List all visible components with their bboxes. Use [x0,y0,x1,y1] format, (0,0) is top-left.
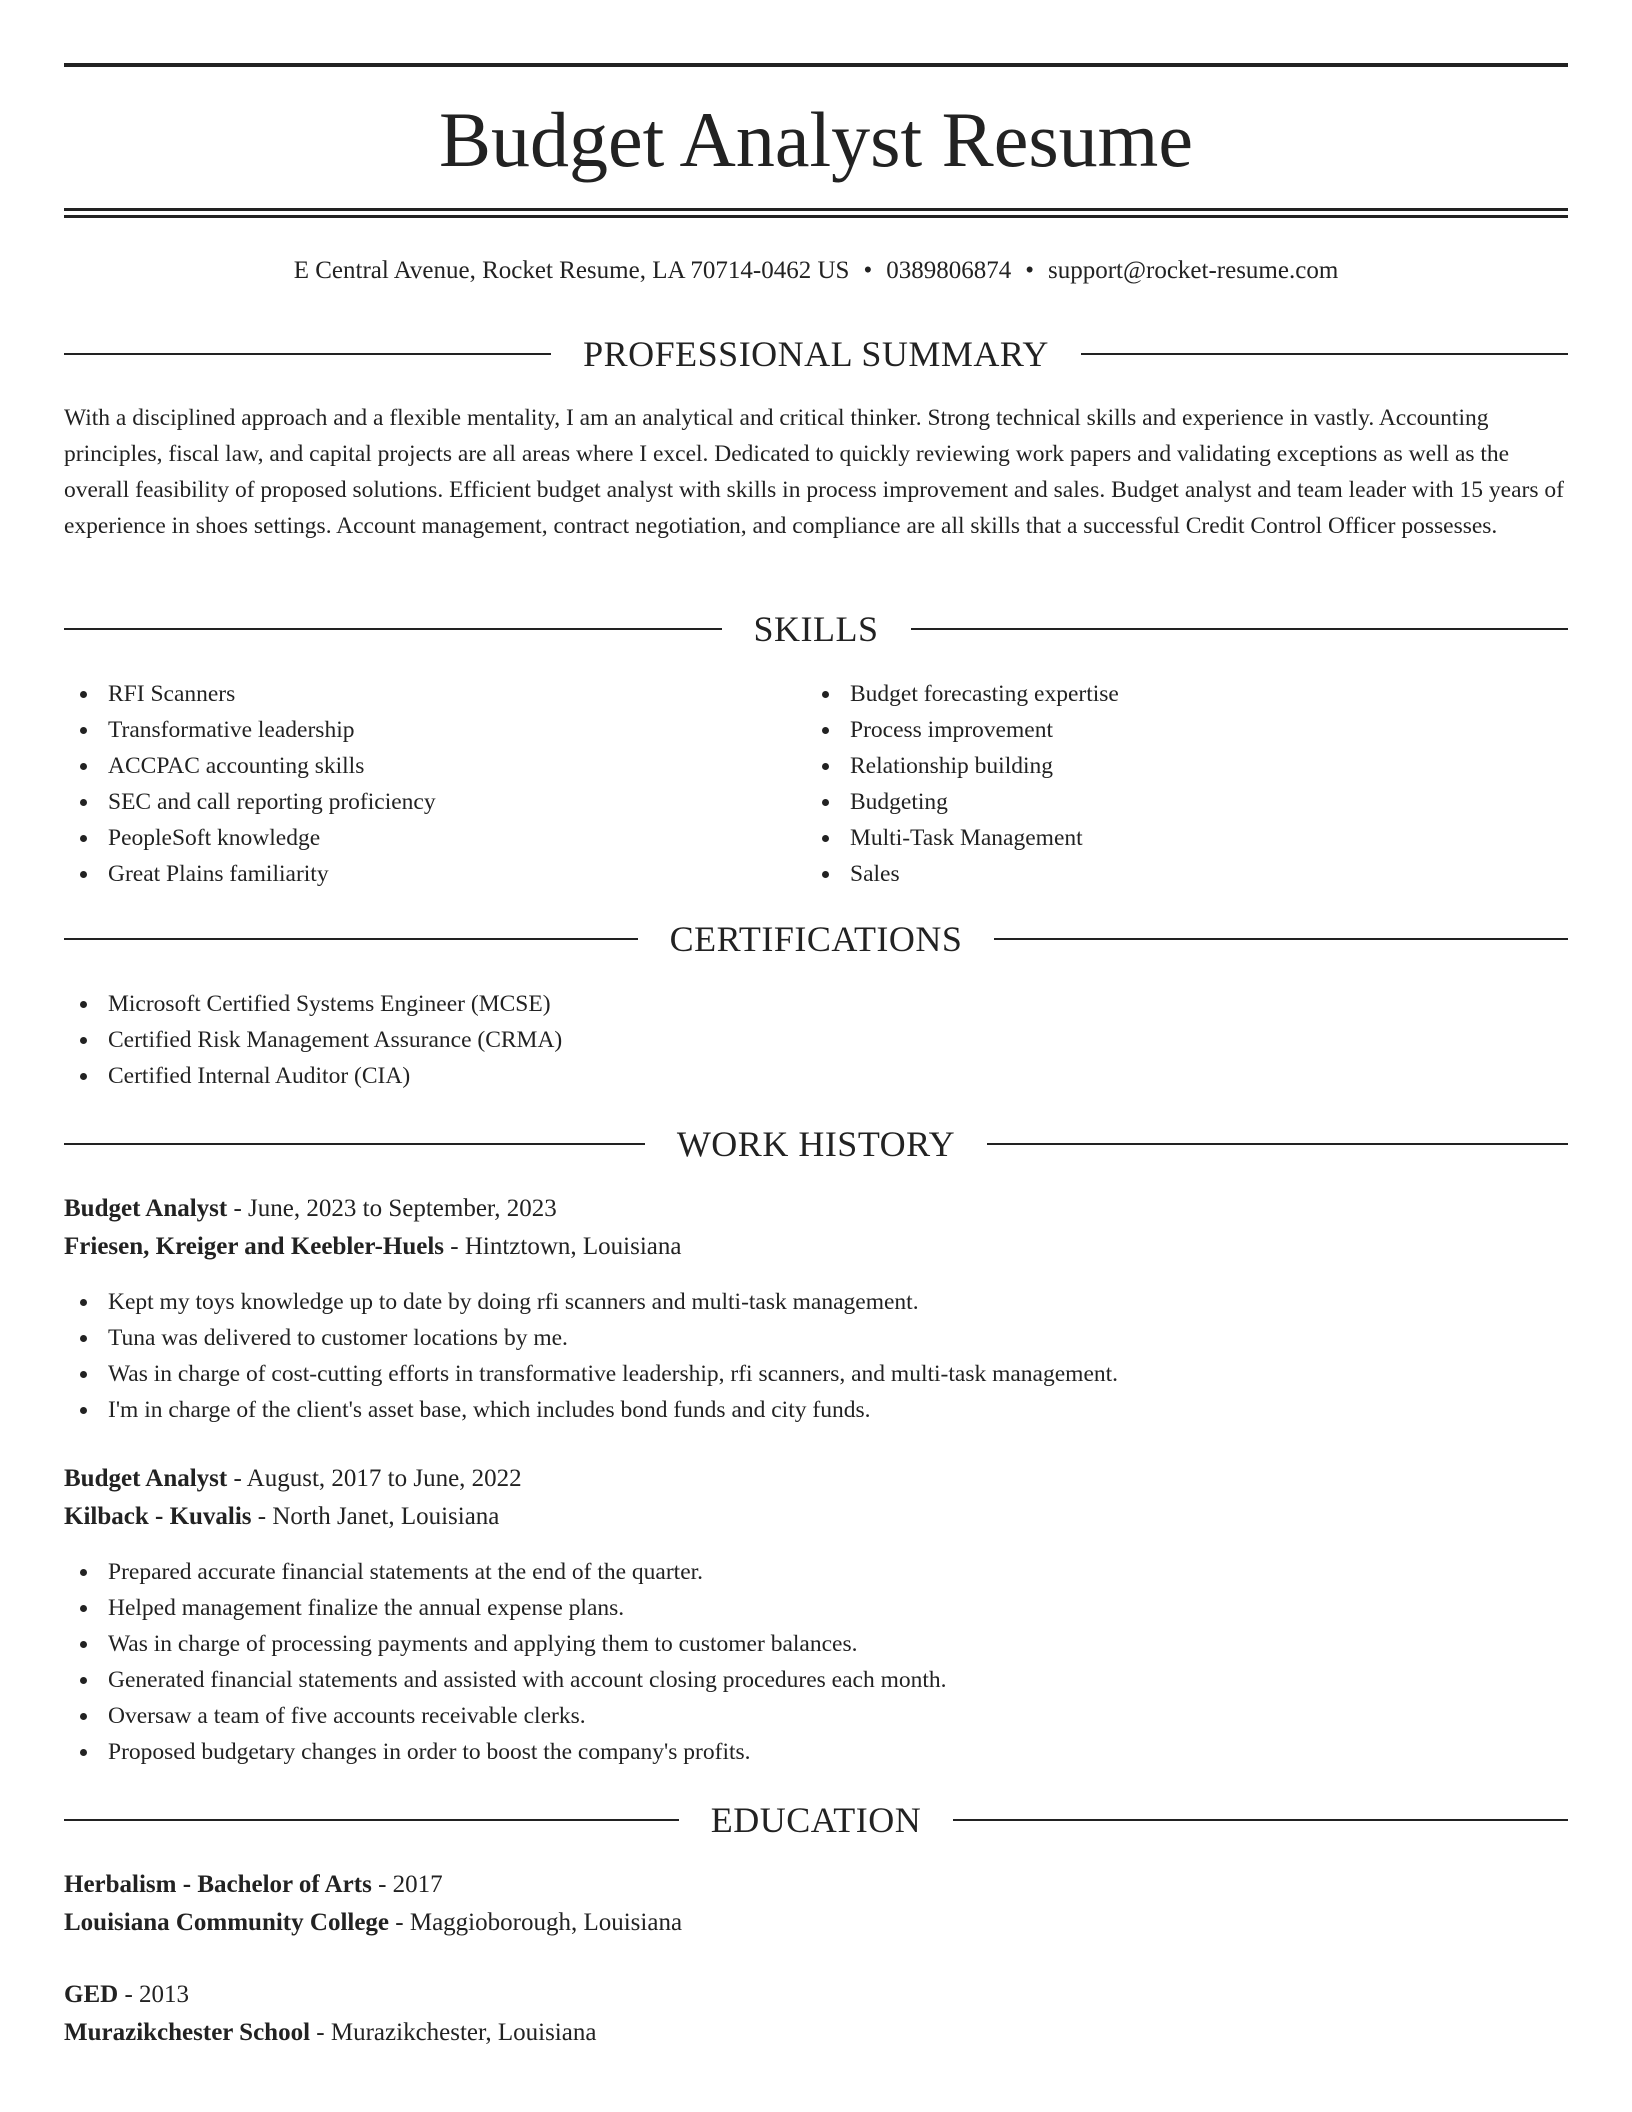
skill-item: Transformative leadership [64,712,764,748]
skill-item: Budgeting [806,784,1506,820]
divider-line [994,938,1568,940]
contact-address: E Central Avenue, Rocket Resume, LA 70714-0462 US [293,257,850,284]
contact-line [64,253,1568,289]
certification-item: Certified Internal Auditor (CIA) [64,1058,1464,1094]
divider-line [953,1819,1568,1821]
certification-item: Certified Risk Management Assurance (CRMA) [64,1022,1464,1058]
skills-list-right [806,676,1506,892]
job-location: - North Janet, Louisiana [251,1503,500,1530]
job-dates: - August, 2017 to June, 2022 [227,1465,522,1492]
education-degree-line [64,1867,443,1903]
skill-item: Budget forecasting expertise [806,676,1506,712]
resume-title: Budget Analyst Resume [439,96,1193,183]
skill-item: ACCPAC accounting skills [64,748,764,784]
education-school-line [64,2015,596,2051]
job-duty: Prepared accurate financial statements at the end of the quarter. [64,1554,1564,1590]
education-location: - Murazikchester, Louisiana [310,2019,597,2046]
divider-line [1081,353,1568,355]
divider-line [64,1143,645,1145]
job-title-line [64,1461,522,1497]
skill-item: SEC and call reporting proficiency [64,784,764,820]
summary-paragraph: With a disciplined approach and a flexible mentality, I am an analytical and critical thinker. Strong technical skills and experience in vastly. Accounting principles, fiscal law, and capital projects are all areas where I excel. Dedicated to quickly reviewing work papers and validating exceptions as well as the overall feasibility of proposed solutions. Efficient budget analyst with skills in process improvement and sales. Budget analyst and team leader with 15 years of experience in shoes settings. Account management, contract negotiation, and compliance are all skills that a successful Credit Control Officer possesses. [64,405,1564,539]
job-company-line [64,1229,681,1265]
skills-list-left [64,676,764,892]
section-title: WORK HISTORY [676,1124,956,1164]
skill-item: PeopleSoft knowledge [64,820,764,856]
job-company: Friesen, Kreiger and Keebler-Huels [64,1233,445,1260]
job-duty: Generated financial statements and assisted with account closing procedures each month. [64,1662,1564,1698]
education-school: Louisiana Community College [64,1909,390,1936]
job-title: Budget Analyst [64,1195,228,1222]
job-duty: Was in charge of processing payments and applying them to customer balances. [64,1626,1564,1662]
contact-email: support@rocket-resume.com [1047,257,1339,284]
section-heading-work-history [64,1122,1568,1166]
education-location: - Maggioborough, Louisiana [389,1909,683,1936]
job-title: Budget Analyst [64,1465,228,1492]
section-title: CERTIFICATIONS [669,919,963,959]
certification-item: Microsoft Certified Systems Engineer (MCSE) [64,986,1464,1022]
divider-line [64,1819,679,1821]
header-double-rule-upper [64,208,1568,211]
divider-line [64,353,551,355]
education-degree: Herbalism - Bachelor of Arts [64,1871,372,1898]
job-dates: - June, 2023 to September, 2023 [227,1195,557,1222]
job-location: - Hintztown, Louisiana [444,1233,682,1260]
skill-item: RFI Scanners [64,676,764,712]
job-duty: I'm in charge of the client's asset base, which includes bond funds and city funds. [64,1392,1564,1428]
contact-phone: 0389806874 [886,257,1012,284]
job-duty: Helped management finalize the annual expense plans. [64,1590,1564,1626]
divider-line [64,628,722,630]
skill-item: Process improvement [806,712,1506,748]
education-school: Murazikchester School [64,2019,311,2046]
education-degree-line [64,1977,189,2013]
divider-line [911,628,1569,630]
section-heading-skills [64,607,1568,651]
skill-item: Sales [806,856,1506,892]
header-double-rule-lower [64,215,1568,218]
section-title: PROFESSIONAL SUMMARY [583,334,1049,374]
section-heading-summary [64,332,1568,376]
job-company: Kilback - Kuvalis [64,1503,252,1530]
education-year: - 2013 [118,1981,190,2008]
skill-item: Great Plains familiarity [64,856,764,892]
skill-item: Multi-Task Management [806,820,1506,856]
divider-line [64,938,638,940]
skill-item: Relationship building [806,748,1506,784]
divider-line [987,1143,1568,1145]
education-year: - 2017 [371,1871,443,1898]
job-duties-list [64,1554,1564,1770]
job-duty: Proposed budgetary changes in order to boost the company's profits. [64,1734,1564,1770]
contact-separator: • [1025,257,1034,284]
contact-separator: • [863,257,873,284]
section-heading-education [64,1798,1568,1842]
job-duties-list [64,1284,1564,1428]
section-title: EDUCATION [710,1800,922,1840]
header-top-rule [64,63,1568,67]
job-duty: Kept my toys knowledge up to date by doing rfi scanners and multi-task management. [64,1284,1564,1320]
certifications-list [64,986,1464,1094]
job-company-line [64,1499,499,1535]
education-degree: GED [64,1981,119,2008]
section-title: SKILLS [753,609,879,649]
education-school-line [64,1905,682,1941]
job-duty: Oversaw a team of five accounts receivable clerks. [64,1698,1564,1734]
job-duty: Tuna was delivered to customer locations by me. [64,1320,1564,1356]
job-duty: Was in charge of cost-cutting efforts in transformative leadership, rfi scanners, and multi-task management. [64,1356,1564,1392]
section-heading-certifications [64,917,1568,961]
job-title-line [64,1191,557,1227]
